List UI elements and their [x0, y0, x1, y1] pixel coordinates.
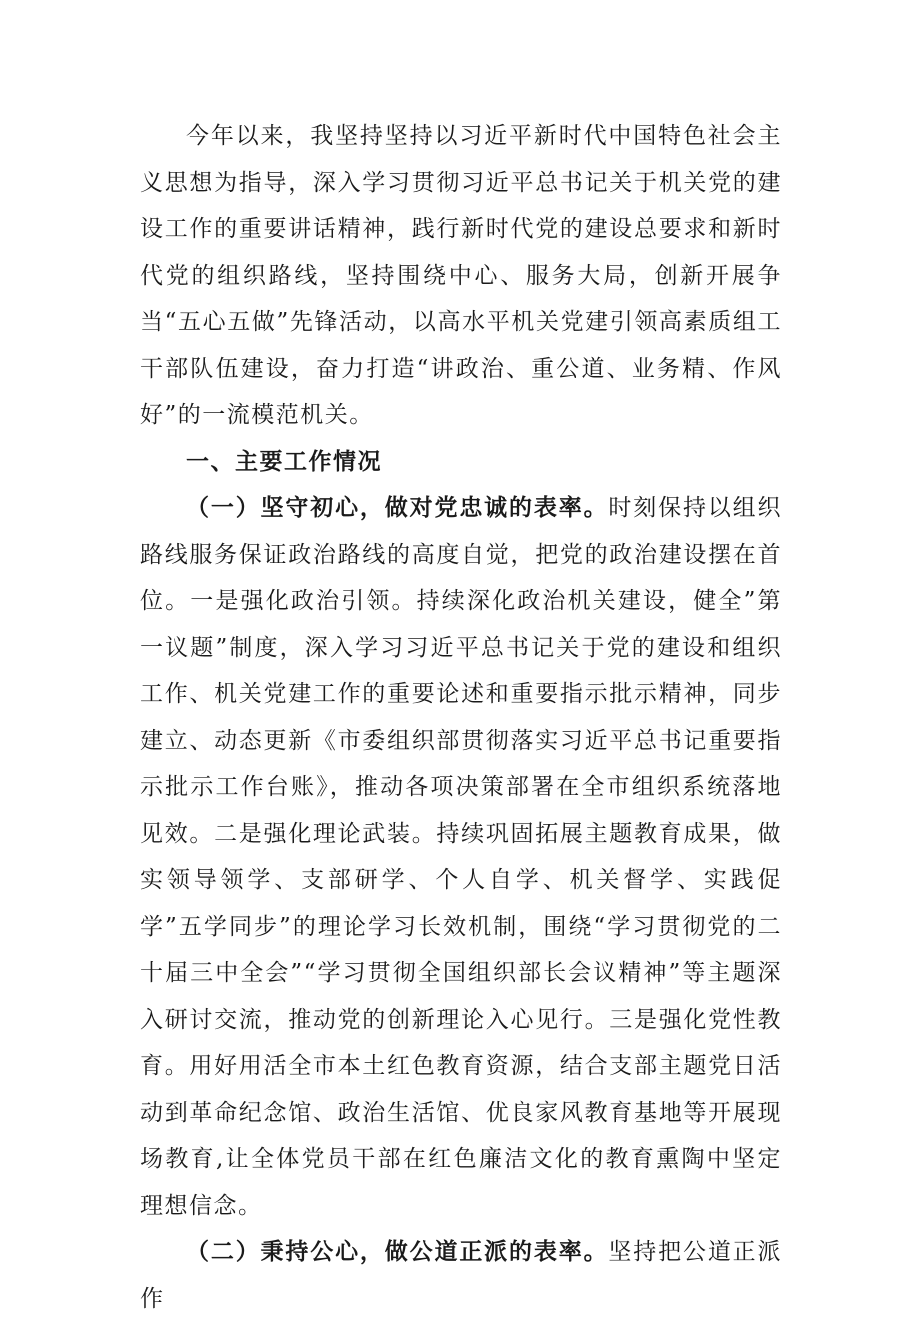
- subsection-paragraph-1: [140, 485, 782, 1229]
- intro-paragraph: 今年以来，我坚持坚持以习近平新时代中国特色社会主义思想为指导，深入学习贯彻习近平总书记关于机关党的建设工作的重要讲话精神，践行新时代党的建设总要求和新时代党的组织路线，坚持围绕中心、服务大局，创新开展争当“五心五做”先锋活动，以高水平机关党建引领高素质组工干部队伍建设，奋力打造“讲政治、重公道、业务精、作风好”的一流模范机关。: [140, 123, 782, 428]
- subsection-lead: （二）秉持公心，做公道正派的表率。: [186, 1238, 609, 1265]
- document-body: [140, 113, 782, 1322]
- subsection-paragraph-2: [140, 1229, 782, 1322]
- subsection-body: 坚持把公道正派作: [140, 1239, 783, 1312]
- subsection-lead: （一）坚守初心，做对党忠诚的表率。: [186, 494, 609, 521]
- section-heading: 一、主要工作情况: [186, 447, 382, 475]
- subsection-body: 时刻保持以组织路线服务保证政治路线的高度自觉，把党的政治建设摆在首位。一是强化政治引领。持续深化政治机关建设，健全”第一议题”制度，深入学习习近平总书记关于党的建设和组织工作、机关党建工作的重要论述和重要指示批示精神，同步建立、动态更新《市委组织部贯彻落实习近平总书记重要指示批示工作台账》，推动各项决策部署在全市组织系统落地见效。二是强化理论武装。持续巩固拓展主题教育成果，做实领导领学、支部研学、个人自学、机关督学、实践促学”五学同步”的理论学习长效机制，围绕“学习贯彻党的二十届三中全会”“学习贯彻全国组织部长会议精神”等主题深入研讨交流，推动党的创新理论入心见行。三是强化党性教育。用好用活全市本土红色教育资源，结合支部主题党日活动到革命纪念馆、政治生活馆、优良家风教育基地等开展现场教育,让全体党员干部在红色廉洁文化的教育熏陶中坚定理想信念。: [140, 495, 783, 1219]
